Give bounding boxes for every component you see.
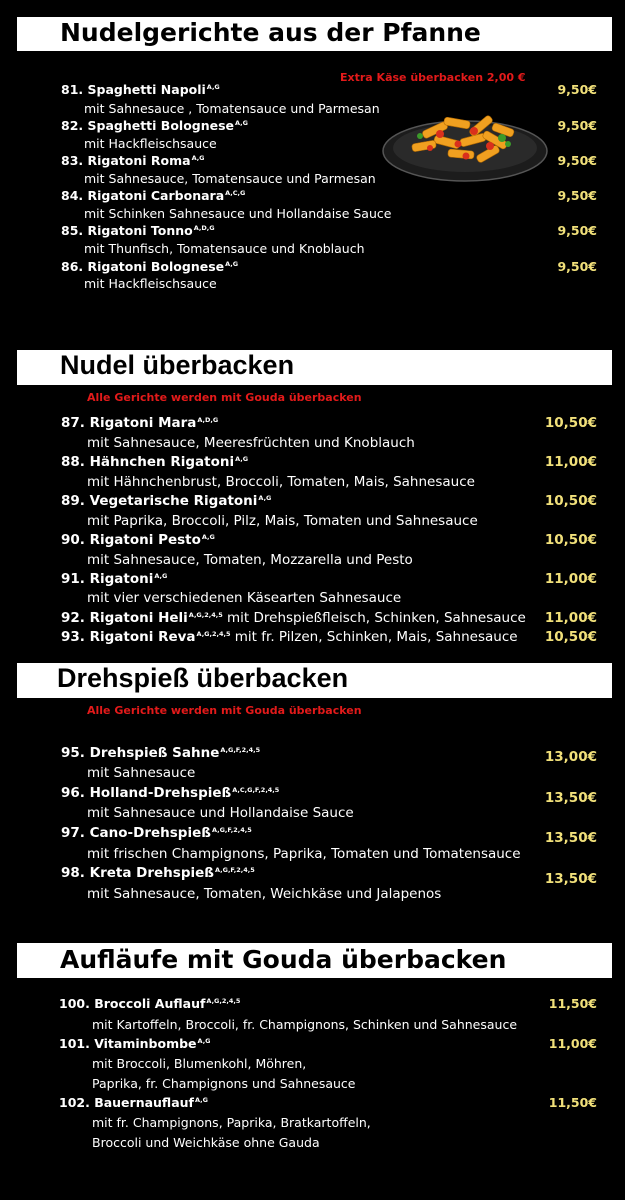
menu-item-97-desc: mit frischen Champignons, Paprika, Tomaten und Tomatensauce xyxy=(87,846,521,862)
menu-item-96-price: 13,50€ xyxy=(544,790,597,806)
menu-item-84-desc: mit Schinken Sahnesauce und Hollandaise Sauce xyxy=(84,206,392,221)
menu-item-102-price: 11,50€ xyxy=(548,1095,597,1110)
menu-item-81: 81. Spaghetti Napoli$^{A,G}$ xyxy=(61,82,220,97)
menu-item-96-desc: mit Sahnesauce und Hollandaise Sauce xyxy=(87,805,354,821)
menu-item-92-price: 11,00€ xyxy=(544,610,597,626)
menu-item-87-price: 10,50€ xyxy=(544,415,597,431)
section-title: Nudelgerichte aus der Pfanne xyxy=(60,18,481,47)
menu-item-83-price: 9,50€ xyxy=(557,153,597,168)
menu-item-90-desc: mit Sahnesauce, Tomaten, Mozzarella und Pesto xyxy=(87,552,413,568)
menu-item-89: 89. Vegetarische Rigatoni$^{A,G}$ xyxy=(61,493,272,509)
menu-item-98-desc: mit Sahnesauce, Tomaten, Weichkäse und Jalapenos xyxy=(87,886,442,902)
section-header-nudelgerichte xyxy=(17,17,612,51)
menu-item-95-price: 13,00€ xyxy=(544,749,597,765)
menu-item-101: 101. Vitaminbombe$^{A,G}$ xyxy=(59,1036,211,1051)
menu-item-98-price: 13,50€ xyxy=(544,871,597,887)
menu-item-92: 92. Rigatoni Heli$^{A,G,2,4,5}$ mit Drehspießfleisch, Schinken, Sahnesauce xyxy=(61,610,526,626)
menu-item-93: 93. Rigatoni Reva$^{A,G,2,4,5}$ mit fr. Pilzen, Schinken, Mais, Sahnesauce xyxy=(61,629,518,645)
menu-item-100-price: 11,50€ xyxy=(548,996,597,1011)
menu-item-84-price: 9,50€ xyxy=(557,188,597,203)
menu-item-101-desc: mit Broccoli, Blumenkohl, Möhren, xyxy=(92,1056,307,1071)
menu-item-96: 96. Holland-Drehspieß$^{A,C,G,F,2,4,5}$ xyxy=(61,785,280,801)
menu-item-101-price: 11,00€ xyxy=(548,1036,597,1051)
section-title: Drehspieß überbacken xyxy=(57,663,349,693)
pasta-plate-icon xyxy=(382,104,548,184)
section-header-nudel-ueberbacken xyxy=(17,350,612,385)
section-title: Aufläufe mit Gouda überbacken xyxy=(60,945,507,974)
menu-item-88-desc: mit Hähnchenbrust, Broccoli, Tomaten, Mais, Sahnesauce xyxy=(87,474,475,490)
menu-item-84: 84. Rigatoni Carbonara$^{A,C,G}$ xyxy=(61,188,246,203)
menu-item-83-desc: mit Sahnesauce, Tomatensauce und Parmesan xyxy=(84,171,376,186)
menu-item-82-price: 9,50€ xyxy=(557,118,597,133)
menu-item-91-desc: mit vier verschiedenen Käsearten Sahnesauce xyxy=(87,590,402,606)
menu-item-82-desc: mit Hackfleischsauce xyxy=(84,136,217,151)
menu-item-98: 98. Kreta Drehspieß$^{A,G,F,2,4,5}$ xyxy=(61,865,255,881)
menu-item-86-desc: mit Hackfleischsauce xyxy=(84,276,217,291)
menu-item-102: 102. Bauernauflauf$^{A,G}$ xyxy=(59,1095,208,1110)
menu-item-87: 87. Rigatoni Mara$^{A,D,G}$ xyxy=(61,415,219,431)
gouda-note: Alle Gerichte werden mit Gouda überbacken xyxy=(87,704,362,717)
menu-item-91-price: 11,00€ xyxy=(544,571,597,587)
menu-item-97: 97. Cano-Drehspieß$^{A,G,F,2,4,5}$ xyxy=(61,825,252,841)
menu-item-97-price: 13,50€ xyxy=(544,830,597,846)
menu-item-87-desc: mit Sahnesauce, Meeresfrüchten und Knoblauch xyxy=(87,435,415,451)
menu-item-86: 86. Rigatoni Bolognese$^{A,G}$ xyxy=(61,259,239,274)
menu-item-83: 83. Rigatoni Roma$^{A,G}$ xyxy=(61,153,205,168)
menu-item-91: 91. Rigatoni$^{A,G}$ xyxy=(61,571,168,587)
menu-item-100-desc: mit Kartoffeln, Broccoli, fr. Champignons, Schinken und Sahnesauce xyxy=(92,1017,518,1032)
menu-item-85-price: 9,50€ xyxy=(557,223,597,238)
menu-item-85-desc: mit Thunfisch, Tomatensauce und Knoblauch xyxy=(84,241,365,256)
section-header-auflaeufe xyxy=(17,943,612,978)
menu-item-100: 100. Broccoli Auflauf$^{A,G,2,4,5}$ xyxy=(59,996,241,1011)
menu-item-89-price: 10,50€ xyxy=(544,493,597,509)
section-header-drehspiess xyxy=(17,663,612,698)
menu-item-102-desc: mit fr. Champignons, Paprika, Bratkartoffeln, xyxy=(92,1115,371,1130)
menu-item-102-desc-line2: Broccoli und Weichkäse ohne Gauda xyxy=(92,1135,320,1150)
menu-item-89-desc: mit Paprika, Broccoli, Pilz, Mais, Tomaten und Sahnesauce xyxy=(87,513,478,529)
menu-item-95-desc: mit Sahnesauce xyxy=(87,765,196,781)
menu-item-93-price: 10,50€ xyxy=(544,629,597,645)
menu-item-88-price: 11,00€ xyxy=(544,454,597,470)
menu-item-90-price: 10,50€ xyxy=(544,532,597,548)
menu-item-95: 95. Drehspieß Sahne$^{A,G,F,2,4,5}$ xyxy=(61,745,261,761)
menu-item-85: 85. Rigatoni Tonno$^{A,D,G}$ xyxy=(61,223,215,238)
extra-cheese-note: Extra Käse überbacken 2,00 € xyxy=(340,71,526,84)
menu-item-82: 82. Spaghetti Bolognese$^{A,G}$ xyxy=(61,118,248,133)
menu-item-81-desc: mit Sahnesauce , Tomatensauce und Parmesan xyxy=(84,101,380,116)
section-title: Nudel überbacken xyxy=(60,350,295,380)
menu-item-88: 88. Hähnchen Rigatoni$^{A,G}$ xyxy=(61,454,249,470)
menu-item-86-price: 9,50€ xyxy=(557,259,597,274)
gouda-note: Alle Gerichte werden mit Gouda überbacken xyxy=(87,391,362,404)
menu-item-101-desc-line2: Paprika, fr. Champignons und Sahnesauce xyxy=(92,1076,356,1091)
menu-item-81-price: 9,50€ xyxy=(557,82,597,97)
menu-item-90: 90. Rigatoni Pesto$^{A,G}$ xyxy=(61,532,215,548)
